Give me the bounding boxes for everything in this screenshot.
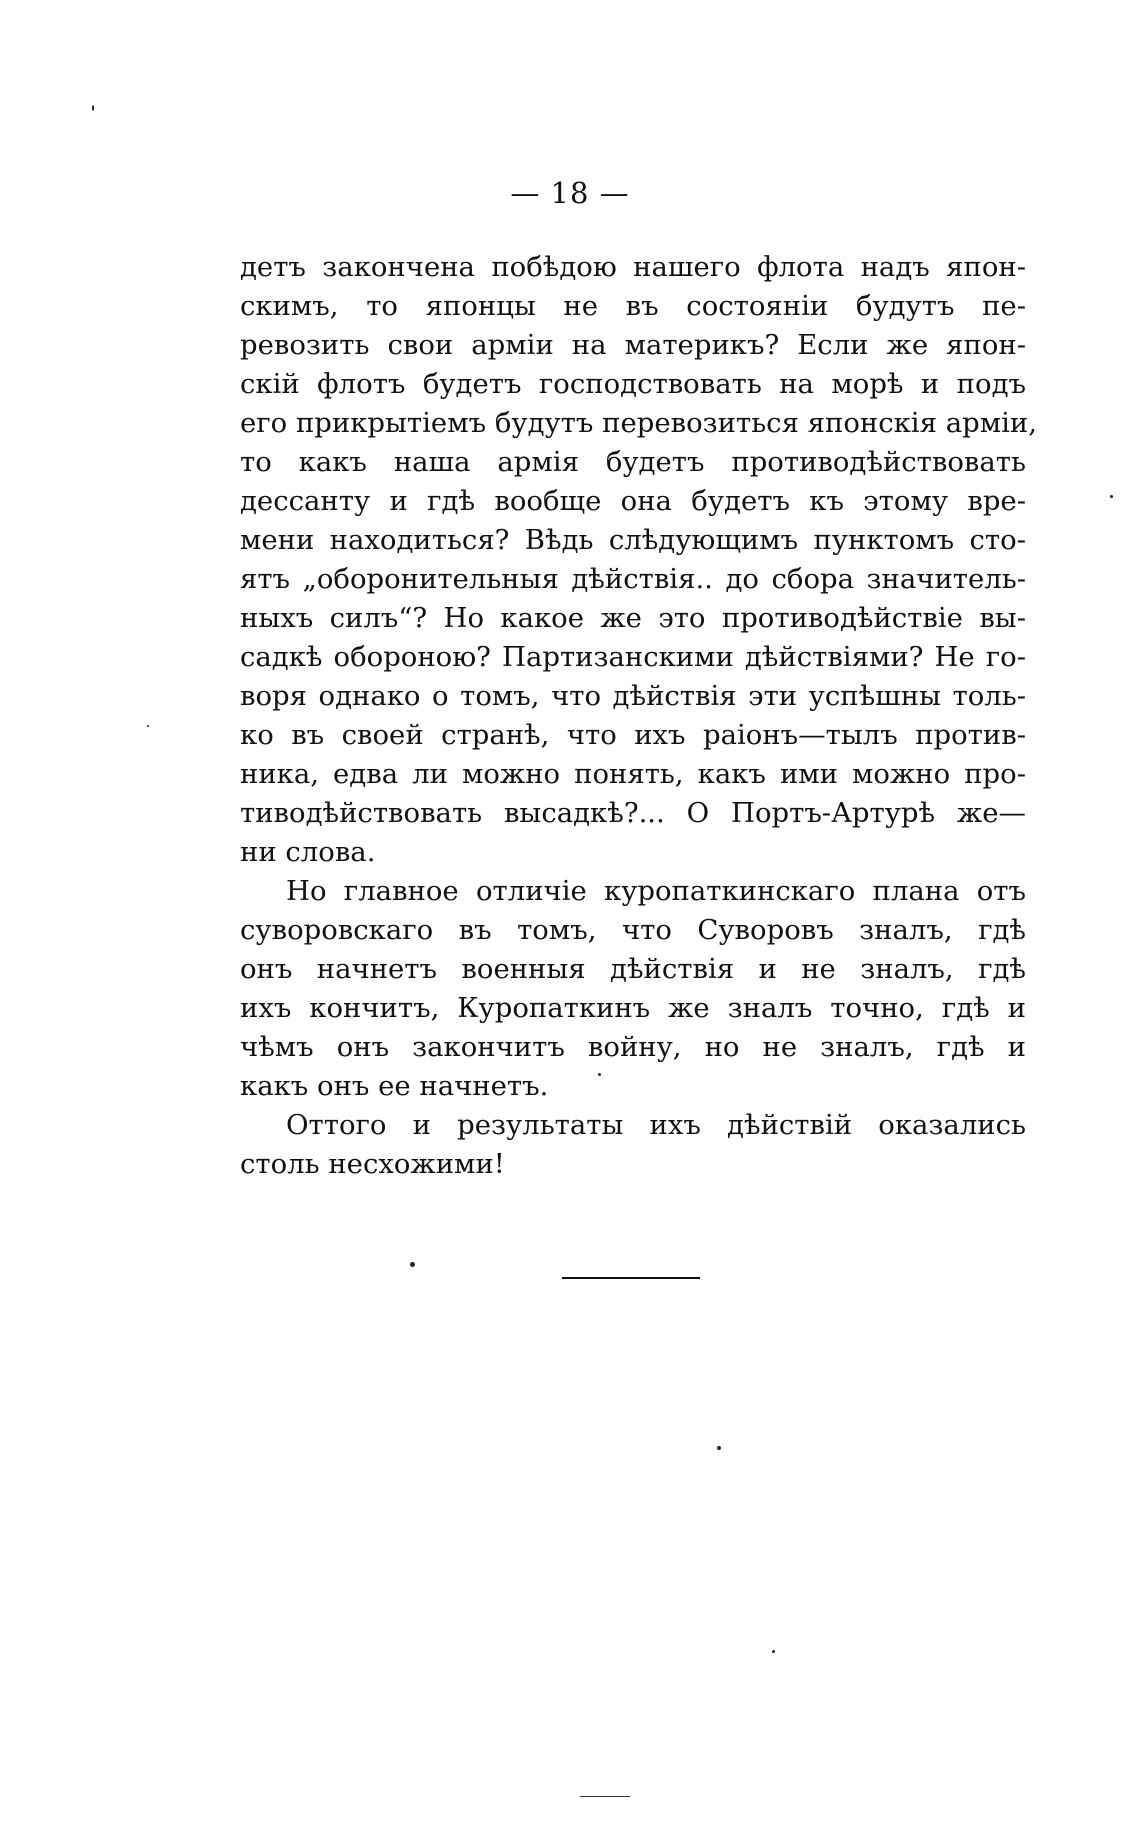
text-line: столь несхожими! [240, 1148, 505, 1180]
text-line: тиводѣйствовать высадкѣ?... О Портъ-Артурѣ же— [240, 797, 1026, 829]
text-line: ревозить свои арміи на материкъ? Если же япон- [240, 329, 1026, 361]
text-line: онъ начнетъ военныя дѣйствія и не зналъ, гдѣ [240, 953, 1026, 985]
text-line: Оттого и результаты ихъ дѣйствій оказались [286, 1109, 1026, 1141]
ink-speck [92, 105, 94, 111]
ink-speck [772, 1650, 775, 1653]
text-line: скимъ, то японцы не въ состояніи будутъ пе- [240, 290, 1026, 322]
ink-speck [717, 1446, 721, 1450]
text-line: детъ закончена побѣдою нашего флота надъ япон- [240, 251, 1026, 283]
paragraph-2 [240, 872, 1026, 1106]
paragraph-3 [240, 1106, 1026, 1184]
body-text [240, 248, 1037, 1184]
ink-speck [1110, 495, 1113, 498]
text-line: суворовскаго въ томъ, что Суворовъ зналъ, гдѣ [240, 914, 1026, 946]
ink-speck [598, 1073, 601, 1076]
text-line: ко въ своей странѣ, что ихъ раіонъ—тылъ против- [240, 719, 1026, 751]
text-line: садкѣ обороною? Партизанскими дѣйствіями? Не го- [240, 641, 1026, 673]
text-line: его прикрытіемъ будутъ перевозиться японскія арміи, [240, 407, 1037, 439]
text-line: ни слова. [240, 836, 376, 868]
ink-speck [410, 1262, 415, 1267]
section-end-rule [562, 1277, 700, 1279]
ink-speck [147, 725, 149, 727]
text-line: скій флотъ будетъ господствовать на морѣ и подъ [240, 368, 1026, 400]
text-line: мени находиться? Вѣдь слѣдующимъ пунктомъ сто- [240, 524, 1026, 556]
paragraph-1 [240, 248, 1037, 872]
text-line: ныхъ силъ“? Но какое же это противодѣйствіе вы- [240, 602, 1026, 634]
text-line: ника, едва ли можно понять, какъ ими можно про- [240, 758, 1026, 790]
text-line: дессанту и гдѣ вообще она будетъ къ этому вре- [240, 485, 1026, 517]
text-line: то какъ наша армія будетъ противодѣйствовать [240, 446, 1026, 478]
bottom-mark [580, 1796, 630, 1797]
text-line: Но главное отличіе куропаткинскаго плана отъ [286, 875, 1026, 907]
text-line: воря однако о томъ, что дѣйствія эти успѣшны толь- [240, 680, 1026, 712]
text-line: какъ онъ ее начнетъ. [240, 1070, 549, 1102]
text-line: ятъ „оборонительныя дѣйствія.. до сбора значитель- [240, 563, 1026, 595]
text-line: ихъ кончитъ, Куропаткинъ же зналъ точно, гдѣ и [240, 992, 1026, 1024]
text-line: чѣмъ онъ закончитъ войну, но не зналъ, гдѣ и [240, 1031, 1026, 1063]
page-number: — 18 — [510, 176, 630, 210]
